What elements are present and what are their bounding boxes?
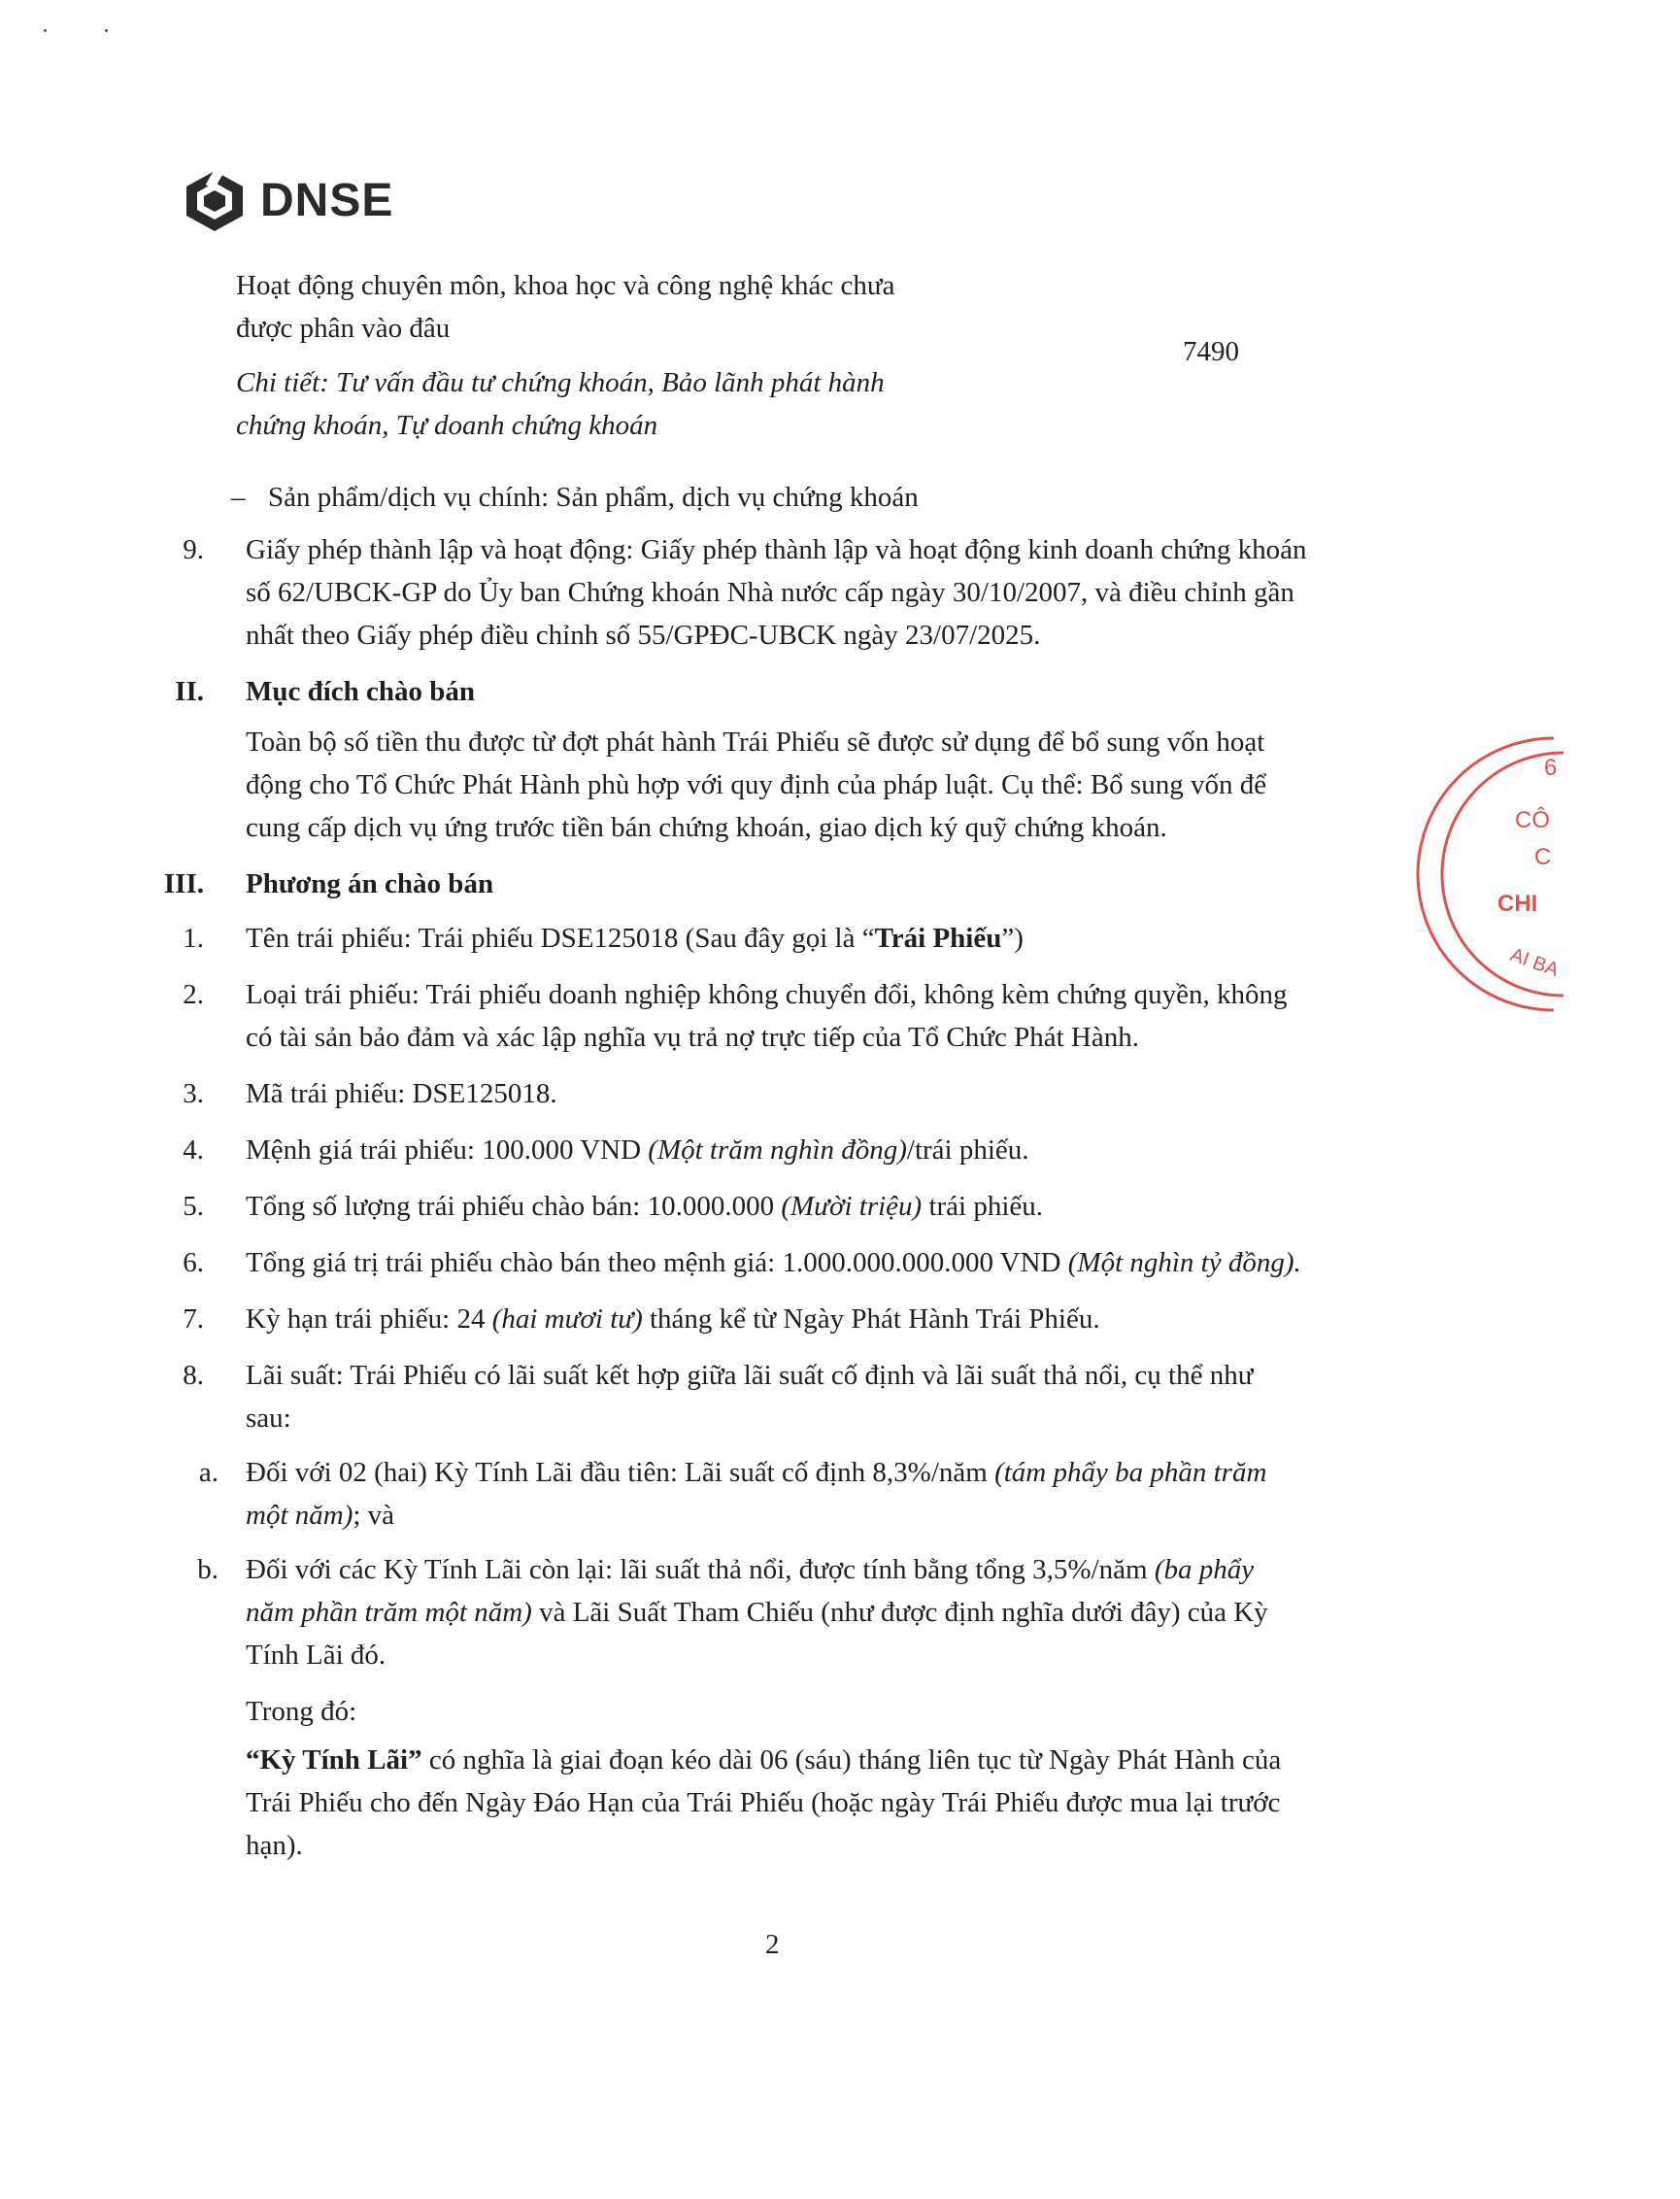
item-2-number: 2. — [183, 979, 204, 1010]
item-9-line-3: nhất theo Giấy phép điều chỉnh số 55/GPĐC-UBCK ngày 23/07/2025. — [246, 620, 1041, 651]
dnse-logo-icon — [183, 169, 247, 233]
business-code: 7490 — [1183, 336, 1239, 367]
brand-name: DNSE — [260, 175, 394, 226]
definition-line-2: Trái Phiếu cho đến Ngày Đáo Hạn của Trái Phiếu (hoặc ngày Trái Phiếu được mua lại trước — [246, 1787, 1281, 1818]
item-7-number: 7. — [183, 1303, 204, 1335]
item-7-text: Kỳ hạn trái phiếu: 24 (hai mươi tư) tháng kể từ Ngày Phát Hành Trái Phiếu. — [246, 1303, 1100, 1335]
stamp-text-2: CÔ — [1515, 807, 1550, 833]
item-b-line-2: năm phần trăm một năm) và Lãi Suất Tham Chiếu (như được định nghĩa dưới đây) của Kỳ — [246, 1597, 1268, 1628]
item-b-number: b. — [197, 1554, 218, 1585]
section-2-line-2: động cho Tổ Chức Phát Hành phù hợp với quy định của pháp luật. Cụ thể: Bổ sung vốn để — [246, 769, 1267, 800]
item-8-line-2: sau: — [246, 1403, 291, 1434]
item-b-line-3: Tính Lãi đó. — [246, 1640, 386, 1671]
item-a-number: a. — [198, 1457, 218, 1488]
page-number: 2 — [765, 1929, 780, 1960]
item-9-line-2: số 62/UBCK-GP do Ủy ban Chứng khoán Nhà nước cấp ngày 30/10/2007, và điều chỉnh gần — [246, 577, 1294, 608]
business-line-2: được phân vào đâu — [236, 313, 451, 344]
business-line-1: Hoạt động chuyên môn, khoa học và công nghệ khác chưa — [236, 270, 895, 301]
definition-line-3: hạn). — [246, 1830, 303, 1861]
business-detail-1: Chi tiết: Tư vấn đầu tư chứng khoán, Bảo lãnh phát hành — [236, 367, 885, 398]
stamp-text-4: CHI — [1497, 891, 1538, 917]
section-2-number: II. — [175, 676, 204, 707]
item-9-number: 9. — [183, 534, 204, 565]
scan-speck — [105, 29, 108, 32]
item-9-line-1: Giấy phép thành lập và hoạt động: Giấy phép thành lập và hoạt động kinh doanh chứng khoán — [246, 534, 1307, 565]
item-6-text: Tổng giá trị trái phiếu chào bán theo mệnh giá: 1.000.000.000.000 VND (Một nghìn tỷ đồng). — [246, 1247, 1301, 1278]
scan-speck — [44, 29, 47, 32]
red-stamp-icon — [1486, 719, 1680, 1039]
stamp-text-5: AI BA — [1507, 944, 1562, 982]
item-1-text: Tên trái phiếu: Trái phiếu DSE125018 (Sau đây gọi là “Trái Phiếu”) — [246, 923, 1024, 954]
item-2-line-1: Loại trái phiếu: Trái phiếu doanh nghiệp không chuyển đổi, không kèm chứng quyền, không — [246, 979, 1288, 1010]
product-dash: – — [231, 482, 246, 513]
bond-term-bold: Trái Phiếu — [874, 923, 1002, 954]
section-2-line-3: cung cấp dịch vụ ứng trước tiền bán chứng khoán, giao dịch ký quỹ chứng khoán. — [246, 812, 1167, 843]
product-text: Sản phẩm/dịch vụ chính: Sản phẩm, dịch vụ chứng khoán — [268, 482, 919, 513]
section-3-title: Phương án chào bán — [246, 868, 494, 899]
company-logo — [183, 167, 393, 235]
item-b-line-1: Đối với các Kỳ Tính Lãi còn lại: lãi suất thả nổi, được tính bằng tổng 3,5%/năm (ba phẩy — [246, 1554, 1255, 1585]
section-2-title: Mục đích chào bán — [246, 676, 476, 707]
stamp-text-3: C — [1534, 844, 1552, 870]
item-2-line-2: có tài sản bảo đảm và xác lập nghĩa vụ trả nợ trực tiếp của Tổ Chức Phát Hành. — [246, 1022, 1139, 1053]
business-detail-2: chứng khoán, Tự doanh chứng khoán — [236, 410, 658, 441]
item-5-number: 5. — [183, 1191, 204, 1222]
item-8-number: 8. — [183, 1360, 204, 1391]
definition-line-1: “Kỳ Tính Lãi” có nghĩa là giai đoạn kéo dài 06 (sáu) tháng liên tục từ Ngày Phát Hành của — [246, 1744, 1282, 1776]
item-4-number: 4. — [183, 1134, 204, 1166]
stamp-text-1: 6 — [1544, 755, 1558, 781]
definition-term: “Kỳ Tính Lãi” — [246, 1744, 422, 1776]
item-5-text: Tổng số lượng trái phiếu chào bán: 10.000.000 (Mười triệu) trái phiếu. — [246, 1191, 1044, 1222]
item-a-line-2: một năm); và — [246, 1500, 395, 1531]
item-3-number: 3. — [183, 1078, 204, 1109]
trong-do-label: Trong đó: — [246, 1696, 357, 1727]
item-a-line-1: Đối với 02 (hai) Kỳ Tính Lãi đầu tiên: Lãi suất cố định 8,3%/năm (tám phẩy ba phần trăm — [246, 1457, 1267, 1488]
item-6-number: 6. — [183, 1247, 204, 1278]
item-8-line-1: Lãi suất: Trái Phiếu có lãi suất kết hợp giữa lãi suất cố định và lãi suất thả nổi, cụ thể như — [246, 1360, 1254, 1391]
section-3-number: III. — [163, 868, 204, 899]
item-1-number: 1. — [183, 923, 204, 954]
section-2-line-1: Toàn bộ số tiền thu được từ đợt phát hành Trái Phiếu sẽ được sử dụng để bổ sung vốn hoạt — [246, 727, 1265, 758]
item-4-text: Mệnh giá trái phiếu: 100.000 VND (Một trăm nghìn đồng)/trái phiếu. — [246, 1134, 1029, 1166]
item-3-text: Mã trái phiếu: DSE125018. — [246, 1078, 557, 1109]
